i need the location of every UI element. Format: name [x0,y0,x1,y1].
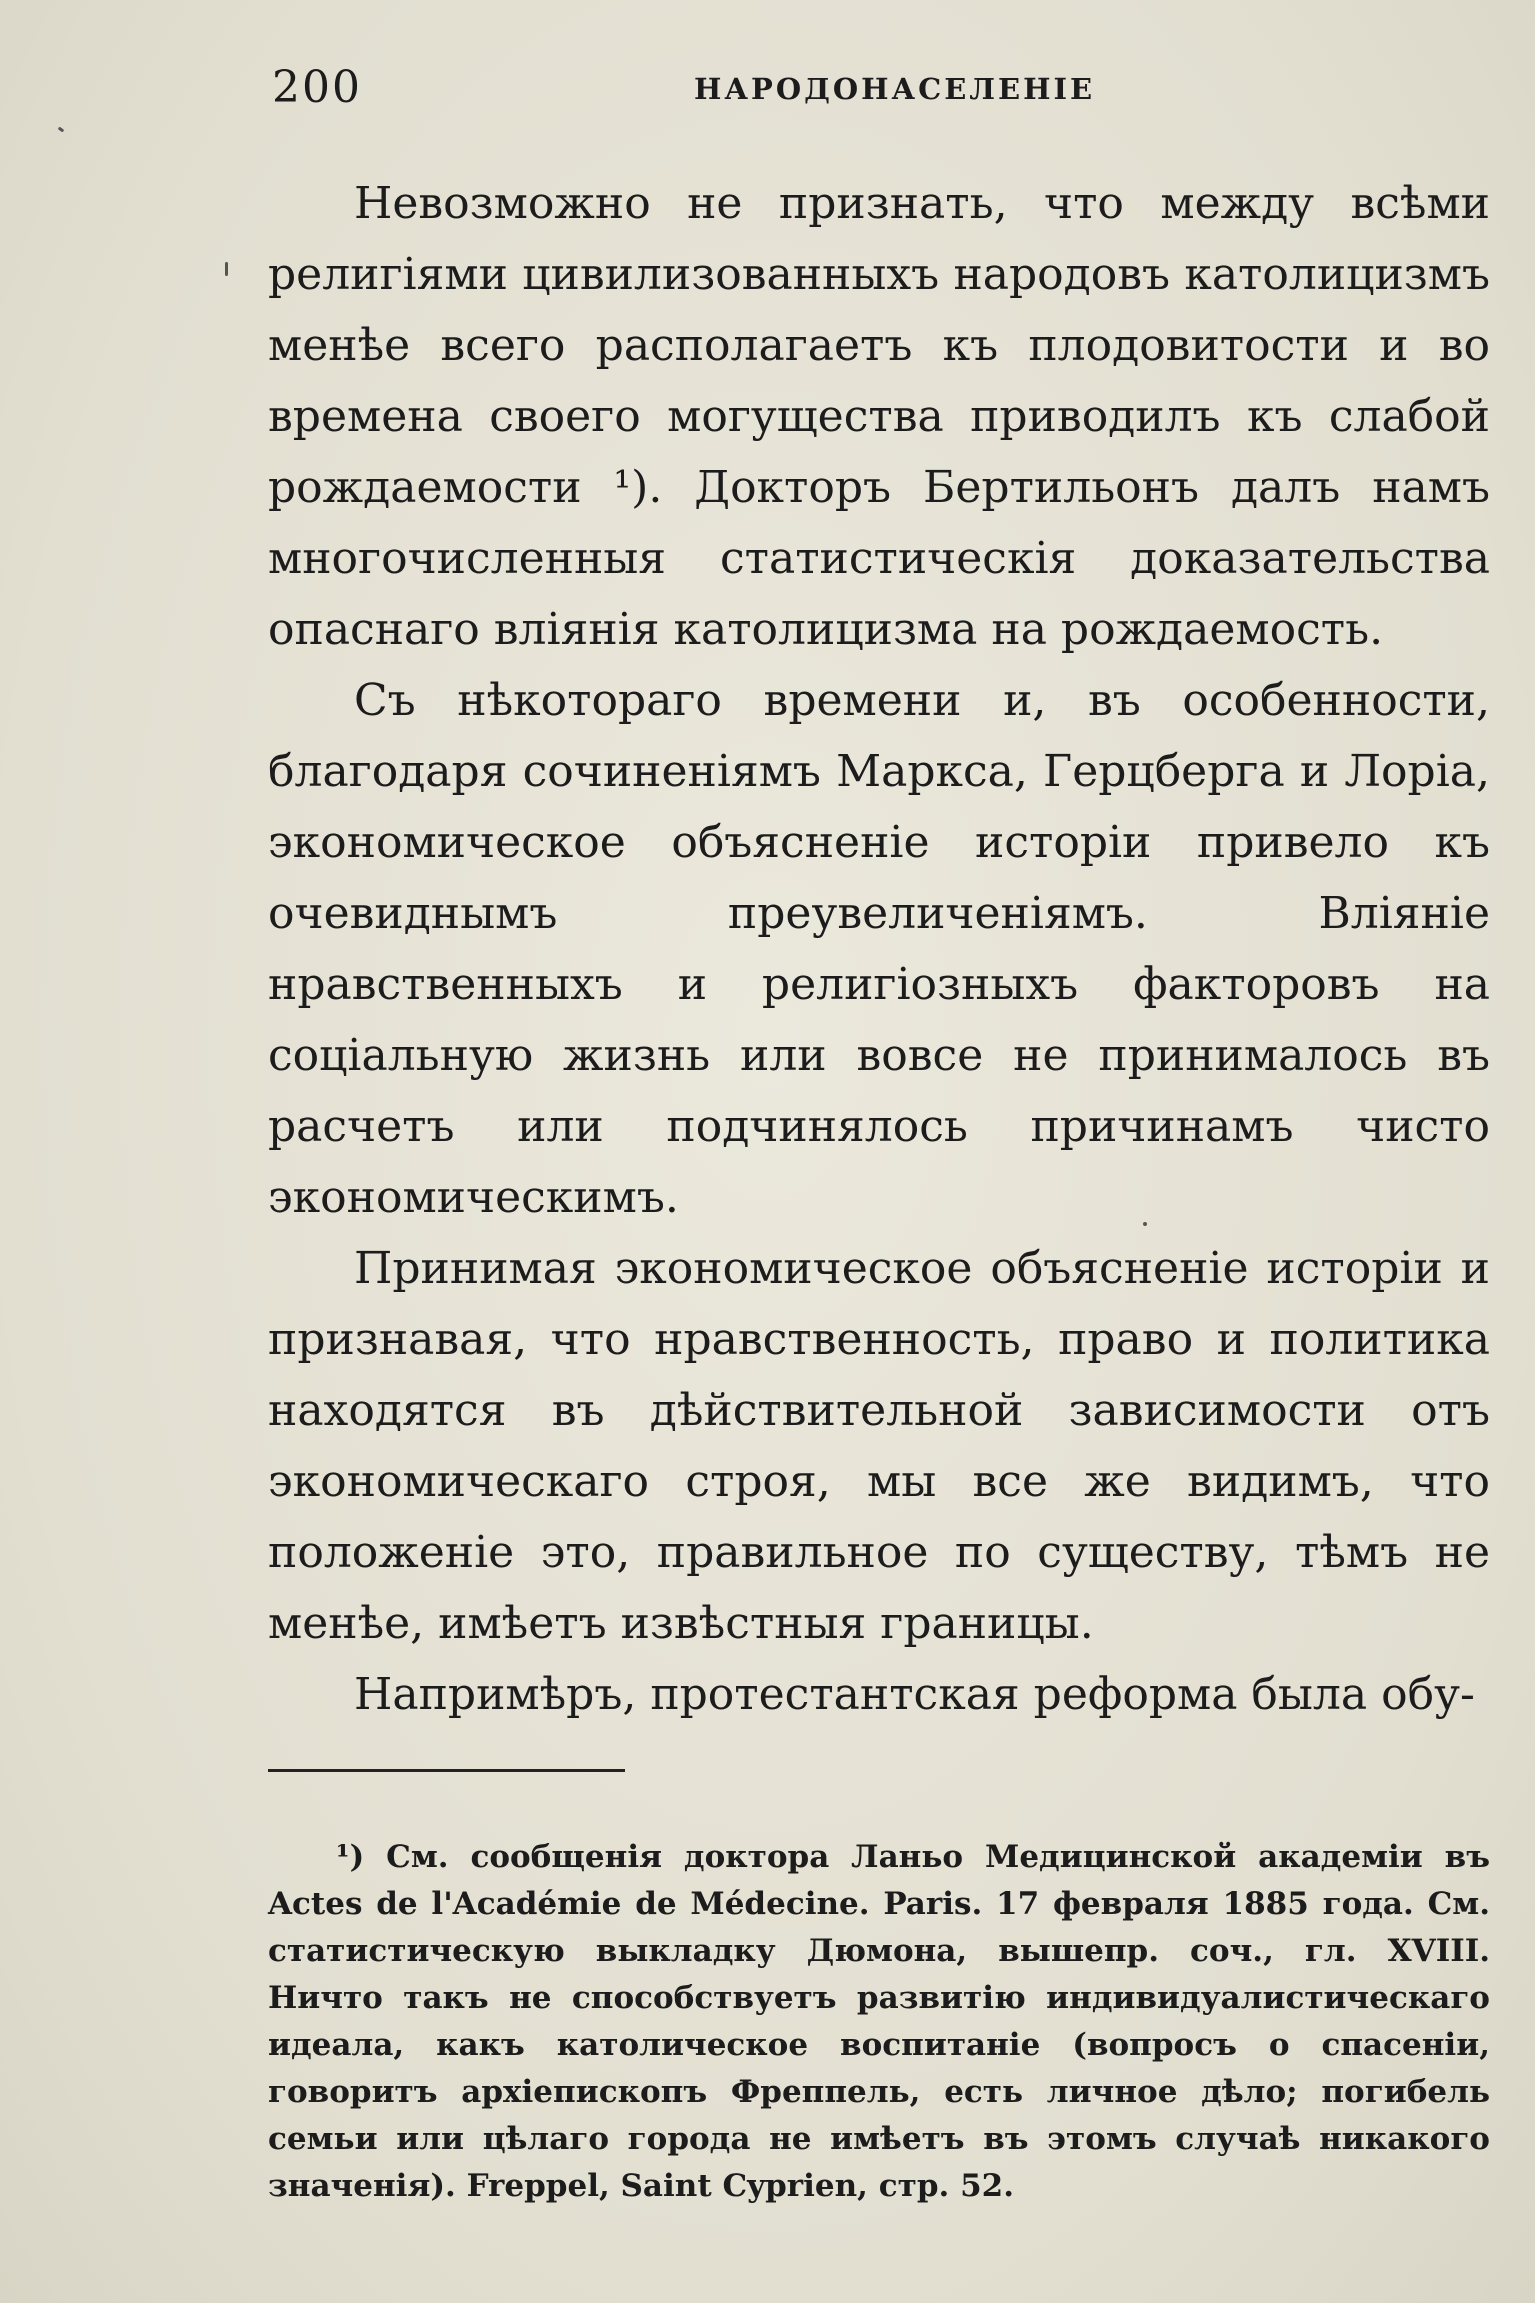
running-title: НАРОДОНАСЕЛЕНІЕ [694,72,1096,106]
scan-speck [1143,1222,1147,1226]
page-number: 200 [272,62,362,113]
paragraph: Съ нѣкотораго времени и, въ особенности, благодаря сочиненіямъ Маркса, Герцберга и Лоріа, экономическое объясненіе исторіи привело къ очевиднымъ преувеличеніямъ. Вліяніе нравственныхъ и религіозныхъ факторовъ на соціальную жизнь или вовсе не принималось въ расчетъ или подчинялось причинамъ чисто экономическимъ. [268,675,1490,1223]
main-text [268,168,1490,1730]
paragraph: Напримѣръ, протестантская реформа была обу- [354,1669,1475,1720]
footnote: ¹) См. сообщенія доктора Ланьо Медицинской академіи въ Actes de l'Académie de Médecine. Paris. 17 февраля 1885 года. См. статистическую выкладку Дюмона, вышепр. соч., гл. XVIII. Ничто такъ не способствуетъ развитію индивидуалистическаго идеала, какъ католическое воспитаніе (вопросъ о спасеніи, говоритъ архіепископъ Фреппель, есть личное дѣло; погибель семьи или цѣлаго города не имѣетъ въ этомъ случаѣ никакого значенія). Freppel, Saint Cyprien, стр. 52. [268,1839,1490,2204]
scan-speck [58,127,65,133]
paragraph: Невозможно не признать, что между всѣми религіями цивилизованныхъ народовъ католицизмъ менѣе всего располагаетъ къ плодовитости и во времена своего могущества приводилъ къ слабой рождаемости ¹). Докторъ Бертильонъ далъ намъ многочисленныя статистическія доказательства опаснаго вліянія католицизма на рождаемость. [268,178,1490,655]
footnote-divider [268,1769,625,1772]
scan-speck [225,262,228,276]
paragraph: Принимая экономическое объясненіе исторіи и признавая, что нравственность, право и политика находятся въ дѣйствительной зависимости отъ экономическаго строя, мы все же видимъ, что положеніе это, правильное по существу, тѣмъ не менѣе, имѣетъ извѣстныя границы. [268,1243,1490,1649]
page-header [268,62,1490,122]
